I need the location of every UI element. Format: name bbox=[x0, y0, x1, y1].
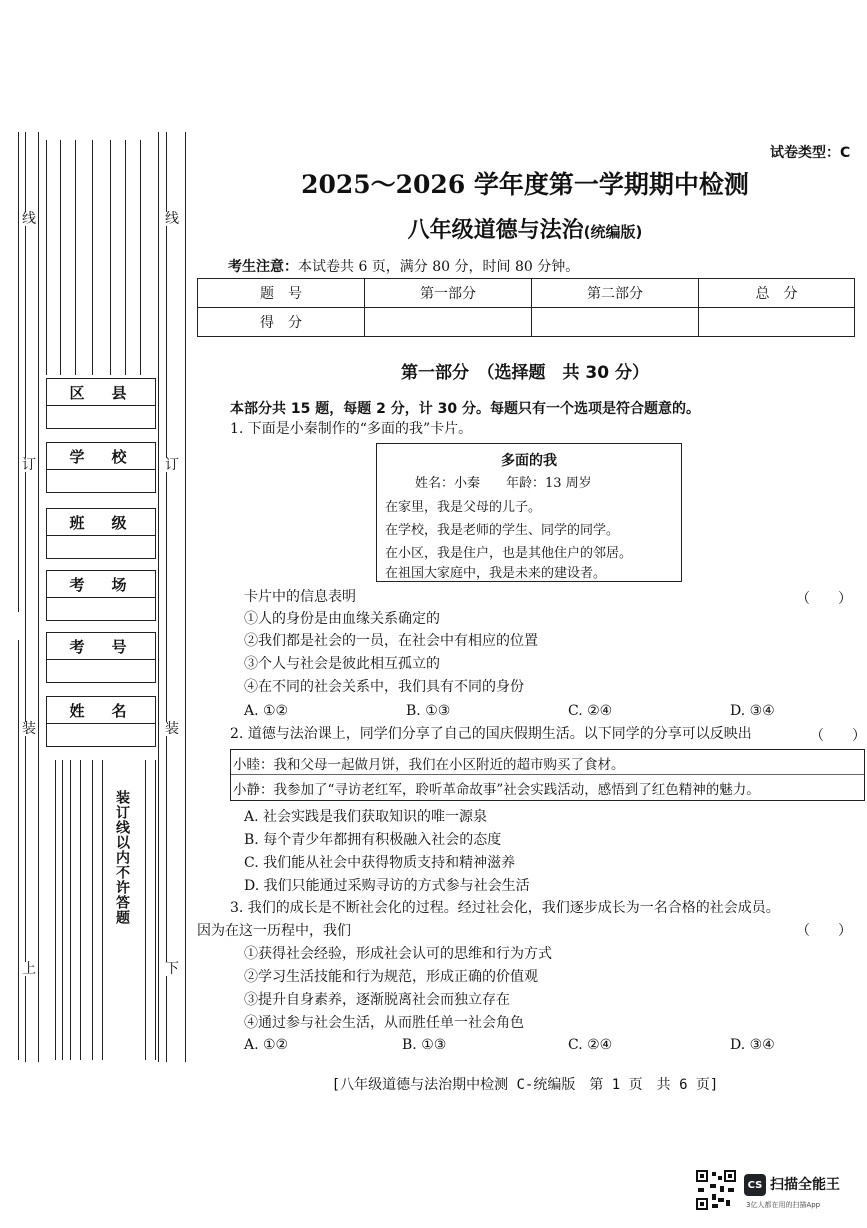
binding-label: 订 bbox=[22, 457, 36, 473]
table-cell: 题 号 bbox=[198, 279, 365, 308]
binding-line bbox=[140, 140, 141, 375]
binding-line bbox=[25, 132, 26, 1062]
option-d[interactable]: D. ③④ bbox=[730, 703, 775, 719]
binding-label: 装 bbox=[165, 721, 179, 737]
exam-title: 2025～2026 学年度第一学期期中检测 bbox=[301, 170, 749, 199]
question-stem: 2. 道德与法治课上，同学们分享了自己的国庆假期生活。以下同学的分享可以反映出 bbox=[230, 726, 752, 742]
question-item: ②学习生活技能和行为规范，形成正确的价值观 bbox=[244, 969, 538, 985]
binding-label: 线 bbox=[165, 211, 179, 227]
binding-line bbox=[38, 132, 39, 1062]
binding-line bbox=[80, 760, 81, 1060]
field-label: 考 号 bbox=[47, 633, 155, 660]
camscanner-logo-icon: CS bbox=[744, 1174, 766, 1196]
question-item: ①人的身份是由血缘关系确定的 bbox=[244, 611, 440, 627]
binding-line bbox=[18, 132, 19, 612]
option-c[interactable]: C. 我们能从社会中获得物质支持和精神滋养 bbox=[244, 855, 516, 871]
option-a[interactable]: A. ①② bbox=[244, 1037, 289, 1053]
binding-warning: 装订线以内不许答题 bbox=[114, 790, 130, 925]
question-item: ④在不同的社会关系中，我们具有不同的身份 bbox=[244, 679, 524, 695]
class-field[interactable] bbox=[46, 508, 156, 559]
part-title: 第一部分 （选择题 共 30 分） bbox=[401, 363, 649, 383]
exam-notice bbox=[228, 256, 579, 276]
table-cell: 得 分 bbox=[198, 308, 365, 337]
table-cell: 第一部分 bbox=[365, 279, 532, 308]
notice-text: 本试卷共 6 页，满分 80 分，时间 80 分钟。 bbox=[298, 259, 580, 275]
binding-line bbox=[158, 132, 159, 1062]
binding-line bbox=[46, 140, 47, 375]
binding-line bbox=[125, 140, 126, 375]
part-intro: 本部分共 15 题，每题 2 分，计 30 分。每题只有一个选项是符合题意的。 bbox=[230, 401, 700, 417]
card-title: 多面的我 bbox=[501, 453, 557, 469]
table-cell: 总 分 bbox=[699, 279, 855, 308]
binding-line bbox=[92, 140, 93, 375]
table-row bbox=[198, 279, 855, 308]
question-item: ③个人与社会是彼此相互孤立的 bbox=[244, 656, 440, 672]
option-c[interactable]: C. ②④ bbox=[568, 703, 613, 719]
binding-line bbox=[110, 140, 111, 375]
binding-line bbox=[102, 760, 103, 1060]
dialogue-line: 小睦：我和父母一起做月饼，我们在小区附近的超市购买了食材。 bbox=[233, 757, 625, 773]
binding-line bbox=[55, 760, 56, 1060]
field-label: 姓 名 bbox=[47, 697, 155, 724]
qr-code-icon bbox=[696, 1170, 736, 1210]
edition-label: (统编版) bbox=[583, 223, 643, 241]
school-field[interactable] bbox=[46, 442, 156, 493]
scanner-slogan: 3亿人都在用的扫描App bbox=[746, 1201, 821, 1209]
question-stem: 1. 下面是小秦制作的“多面的我”卡片。 bbox=[230, 421, 473, 437]
question-lead: 卡片中的信息表明 bbox=[244, 589, 356, 605]
score-cell[interactable] bbox=[365, 308, 532, 337]
binding-line bbox=[185, 132, 186, 1062]
binding-line bbox=[75, 140, 76, 375]
answer-paren[interactable]: （ ） bbox=[796, 923, 852, 939]
scanner-brand: 扫描全能王 bbox=[770, 1177, 840, 1193]
answer-paren[interactable]: （ ） bbox=[796, 591, 852, 607]
card-line: 在祖国大家庭中，我是未来的建设者。 bbox=[385, 566, 607, 581]
answer-paren[interactable]: （ ） bbox=[810, 728, 866, 744]
card-line: 在小区，我是住户，也是其他住户的邻居。 bbox=[385, 546, 633, 561]
field-label: 考 场 bbox=[47, 571, 155, 598]
table-cell: 第二部分 bbox=[532, 279, 699, 308]
question-item: ①获得社会经验，形成社会认可的思维和行为方式 bbox=[244, 946, 552, 962]
field-label: 区 县 bbox=[47, 379, 155, 406]
binding-label: 装 bbox=[22, 721, 36, 737]
binding-line bbox=[155, 760, 156, 1060]
card-line: 在学校，我是老师的学生、同学的同学。 bbox=[385, 523, 620, 538]
binding-line bbox=[18, 640, 19, 1060]
district-field[interactable] bbox=[46, 378, 156, 429]
card-line: 在家里，我是父母的儿子。 bbox=[385, 500, 542, 515]
page-footer: [八年级道德与法治期中检测 C-统编版 第 1 页 共 6 页] bbox=[331, 1077, 719, 1093]
binding-line bbox=[92, 760, 93, 1060]
question-item: ②我们都是社会的一员，在社会中有相应的位置 bbox=[244, 633, 538, 649]
score-cell[interactable] bbox=[532, 308, 699, 337]
binding-line bbox=[62, 760, 63, 1060]
dialogue-box bbox=[230, 749, 865, 801]
subject-name: 八年级道德与法治 bbox=[407, 218, 584, 243]
score-cell[interactable] bbox=[699, 308, 855, 337]
option-a[interactable]: A. ①② bbox=[244, 703, 289, 719]
field-label: 学 校 bbox=[47, 443, 155, 470]
binding-line bbox=[145, 760, 146, 1060]
binding-label: 下 bbox=[165, 961, 179, 977]
dialogue-line: 小静：我参加了“寻访老红军，聆听革命故事”社会实践活动，感悟到了红色精神的魅力。 bbox=[233, 782, 760, 798]
option-b[interactable]: B. ①③ bbox=[406, 703, 451, 719]
option-b[interactable]: B. ①③ bbox=[402, 1037, 447, 1053]
binding-label: 订 bbox=[165, 457, 179, 473]
score-table bbox=[197, 278, 855, 337]
binding-line bbox=[166, 132, 167, 1062]
binding-label: 线 bbox=[22, 211, 36, 227]
question-item: ③提升自身素养，逐渐脱离社会而独立存在 bbox=[244, 992, 510, 1008]
exam-number-field[interactable] bbox=[46, 632, 156, 683]
question-item: ④通过参与社会生活，从而胜任单一社会角色 bbox=[244, 1015, 524, 1031]
binding-line bbox=[70, 760, 71, 1060]
table-row bbox=[198, 308, 855, 337]
binding-line bbox=[60, 140, 61, 375]
binding-label: 上 bbox=[22, 961, 36, 977]
question-stem: 3. 我们的成长是不断社会化的过程。经过社会化，我们逐步成长为一名合格的社会成员。 bbox=[230, 900, 780, 916]
option-d[interactable]: D. ③④ bbox=[730, 1037, 775, 1053]
exam-subtitle bbox=[200, 213, 850, 244]
info-card bbox=[376, 443, 682, 582]
option-c[interactable]: C. ②④ bbox=[568, 1037, 613, 1053]
field-label: 班 级 bbox=[47, 509, 155, 536]
option-b[interactable]: B. 每个青少年都拥有积极融入社会的态度 bbox=[244, 832, 502, 848]
name-field[interactable] bbox=[46, 696, 156, 747]
notice-label: 考生注意： bbox=[228, 259, 298, 275]
question-stem: 因为在这一历程中，我们 bbox=[197, 923, 351, 939]
exam-room-field[interactable] bbox=[46, 570, 156, 621]
paper-type: 试卷类型：C bbox=[770, 145, 851, 161]
option-a[interactable]: A. 社会实践是我们获取知识的唯一源泉 bbox=[244, 809, 488, 825]
option-d[interactable]: D. 我们只能通过采购寻访的方式参与社会生活 bbox=[244, 878, 530, 894]
card-name: 姓名：小秦 年龄：13 周岁 bbox=[415, 476, 592, 491]
